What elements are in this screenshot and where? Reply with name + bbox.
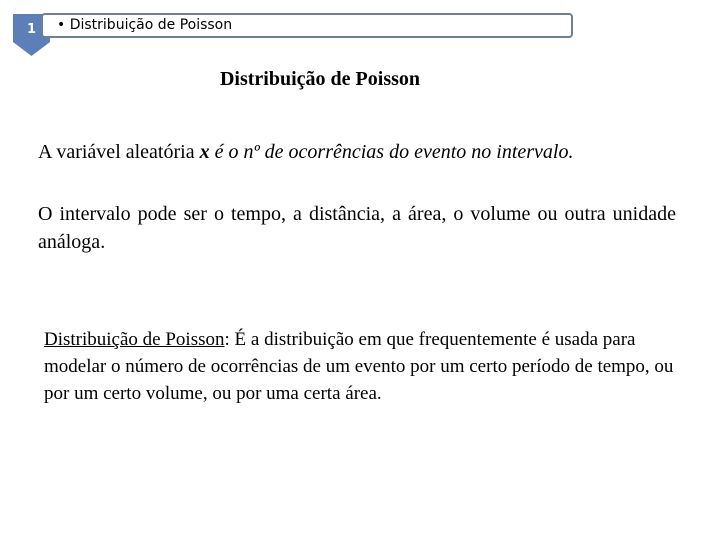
page-title: Distribuição de Poisson: [219, 68, 421, 90]
header-text: • Distribuição de Poisson: [57, 17, 233, 33]
paragraph-random-variable: [38, 141, 688, 164]
definition-block: [44, 326, 674, 407]
paragraph-lead: A variável aleatória: [38, 141, 200, 163]
variable-x: x: [199, 141, 210, 163]
header-bar: [41, 13, 573, 38]
definition-text: : É a distribuição em que frequentemente é usada para modelar o número de ocorrências de um evento por um certo período de tempo, ou por um certo volume, ou por uma certa área.: [44, 329, 674, 404]
paragraph-rest: é o nº de ocorrências do evento no intervalo.: [209, 141, 574, 163]
definition-term: Distribuição de Poisson: [44, 329, 225, 350]
slide-number: 1: [26, 22, 37, 37]
paragraph-interval: O intervalo pode ser o tempo, a distância, a área, o volume ou outra unidade análoga.: [38, 203, 676, 253]
